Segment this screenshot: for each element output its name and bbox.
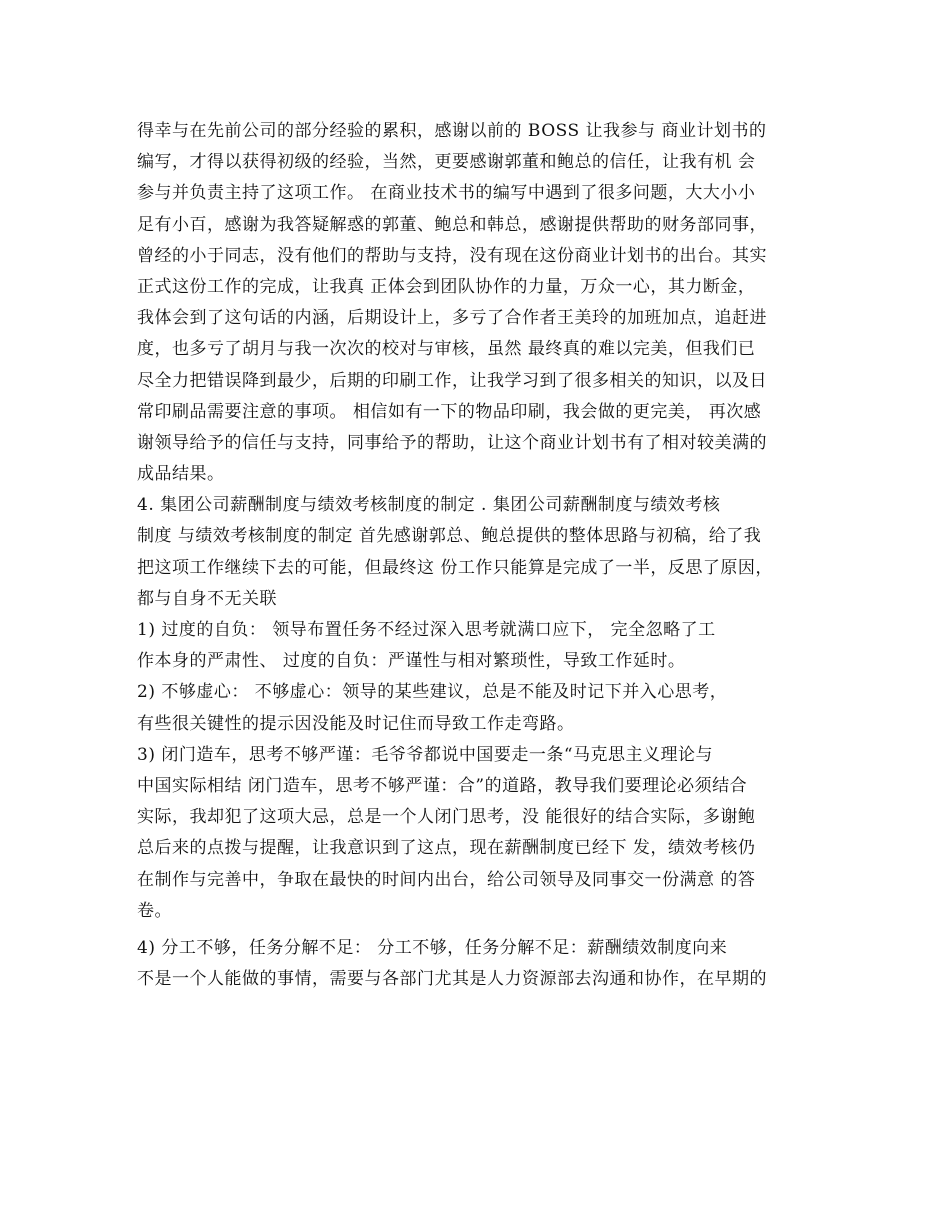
paragraph <box>137 677 827 739</box>
text-line: 作本身的严肃性、 过度的自负：严谨性与相对繁琐性，导致工作延时。 <box>137 651 686 672</box>
text-line: 把这项工作继续下去的可能，但最终这 份工作只能算是完成了一半，反思了原因， <box>137 557 773 578</box>
text-line: 参与并负责主持了这项工作。 在商业技术书的编写中遇到了很多问题，大大小小 <box>137 183 756 204</box>
paragraph <box>137 116 827 490</box>
text-line: 正式这份工作的完成，让我真 正体会到团队协作的力量，万众一心，其力断金， <box>137 276 756 297</box>
text-line: 尽全力把错误降到最少，后期的印刷工作，让我学习到了很多相关的知识，以及日 <box>137 370 767 391</box>
text-line: 得幸与在先前公司的部分经验的累积，感谢以前的 BOSS 让我参与 商业计划书的 <box>137 121 767 141</box>
text-line: 总后来的点拨与提醒，让我意识到了这点，现在薪酬制度已经下 发，绩效考核仍 <box>137 838 756 859</box>
text-line: 我体会到了这句话的内涵，后期设计上，多亏了合作者王美玲的加班加点，追赶进 <box>137 308 767 329</box>
text-line: 曾经的小于同志，没有他们的帮助与支持，没有现在这份商业计划书的出台。其实 <box>137 245 767 266</box>
text-line: 都与自身不无关联 <box>137 588 277 609</box>
document-body <box>137 116 827 995</box>
text-line: 中国实际相结 闭门造车，思考不够严谨：合”的道路，教导我们要理论必须结合 <box>137 775 748 796</box>
text-line: 4) 分工不够，任务分解不足： 分工不够，任务分解不足：薪酬绩效制度向来 <box>137 937 728 958</box>
text-line: 足有小百，感谢为我答疑解惑的郭董、鲍总和韩总，感谢提供帮助的财务部同事， <box>137 214 767 235</box>
text-line: 3) 闭门造车，思考不够严谨：毛爷爷都说中国要走一条“马克思主义理论与 <box>137 744 714 765</box>
text-line: 在制作与完善中，争取在最快的时间内出台，给公司领导及同事交一份满意 的答 <box>137 869 756 890</box>
text-line: 编写，才得以获得初级的经验，当然，更要感谢郭董和鲍总的信任，让我有机 会 <box>137 152 756 173</box>
paragraph <box>137 490 827 615</box>
text-line: 成品结果。 <box>137 464 225 485</box>
text-line: 4. 集团公司薪酬制度与绩效考核制度的制定 . 集团公司薪酬制度与绩效考核 <box>137 495 721 516</box>
text-line: 谢领导给予的信任与支持，同事给予的帮助，让这个商业计划书有了相对较美满的 <box>137 432 767 453</box>
paragraph <box>137 615 827 677</box>
text-line: 卷。 <box>137 900 172 921</box>
text-line: 1) 过度的自负： 领导布置任务不经过深入思考就满口应下， 完全忽略了工 <box>137 620 716 640</box>
text-line: 度，也多亏了胡月与我一次次的校对与审核，虽然 最终真的难以完美，但我们已 <box>137 339 756 360</box>
text-line: 不是一个人能做的事情，需要与各部门尤其是人力资源部去沟通和协作，在早期的 <box>137 969 767 990</box>
text-line: 制度 与绩效考核制度的制定 首先感谢郭总、鲍总提供的整体思路与初稿，给了我 <box>137 526 762 547</box>
paragraph <box>137 740 827 927</box>
text-line: 2) 不够虚心： 不够虚心：领导的某些建议，总是不能及时记下并入心思考， <box>137 682 728 703</box>
text-line: 有些很关键性的提示因没能及时记住而导致工作走弯路。 <box>137 713 575 734</box>
paragraph <box>137 933 827 995</box>
text-line: 常印刷品需要注意的事项。 相信如有一下的物品印刷，我会做的更完美， 再次感 <box>137 401 762 422</box>
text-line: 实际，我却犯了这项大忌，总是一个人闭门思考，没 能很好的结合实际，多谢鲍 <box>137 807 756 828</box>
